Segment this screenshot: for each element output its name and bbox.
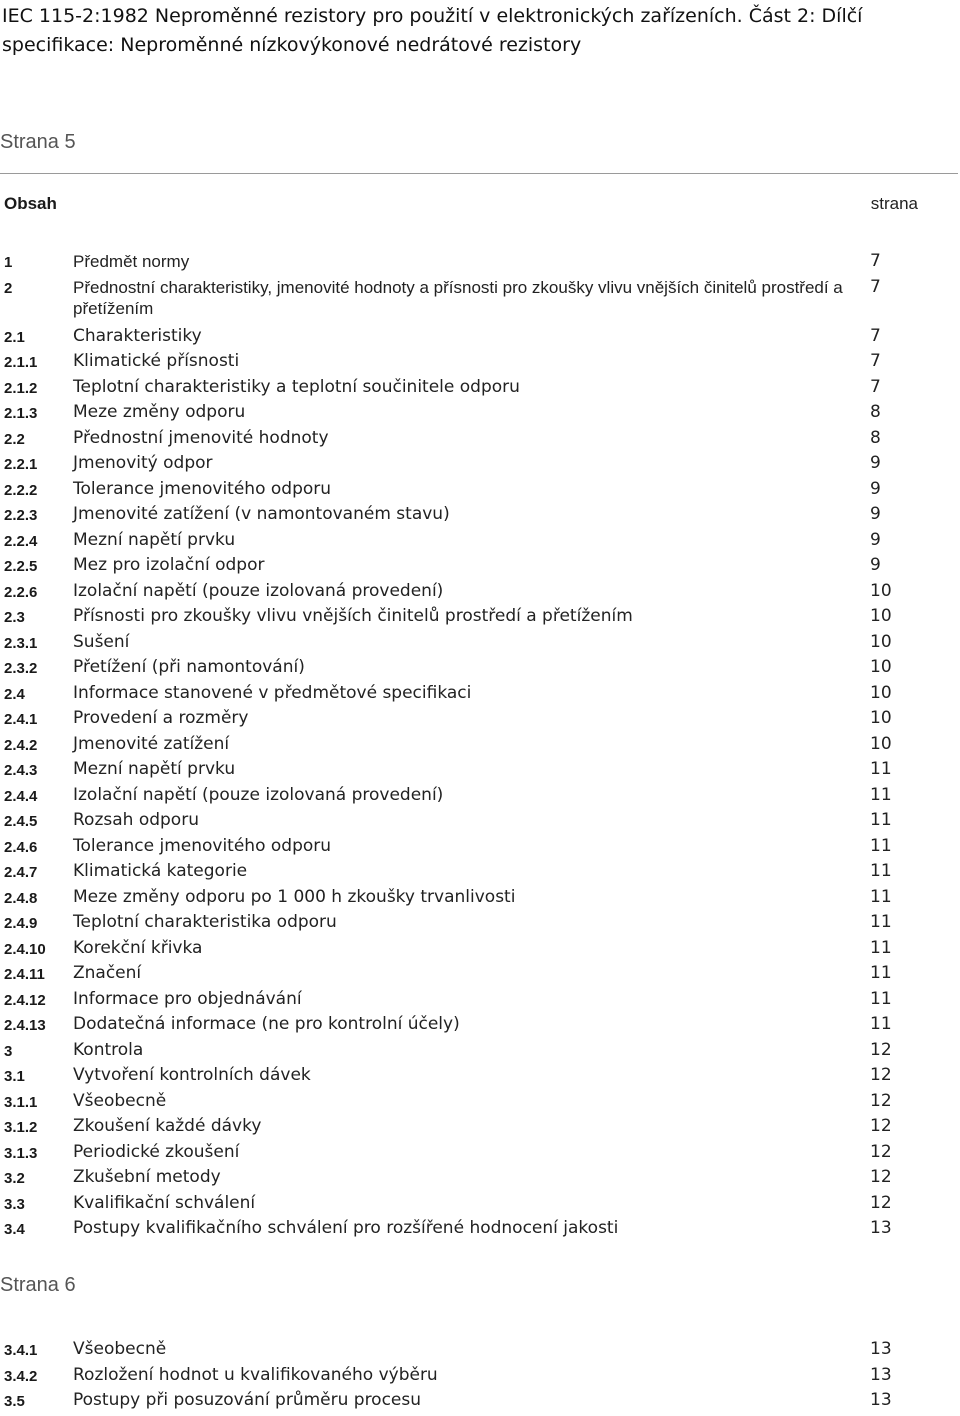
toc-entry[interactable] — [4, 1040, 894, 1066]
toc-entry-title: Značení — [73, 963, 142, 983]
toc-entry-page: 11 — [870, 988, 892, 1009]
toc-entry-page: 9 — [870, 453, 881, 473]
toc-entry-number: 3.1 — [4, 1068, 25, 1085]
toc-entry-number: 3 — [4, 1042, 13, 1060]
toc-entry-page: 7 — [870, 376, 881, 397]
toc-entry-page: 10 — [870, 682, 892, 703]
toc-entry-title: Dodatečná informace (ne pro kontrolní účely) — [73, 1014, 460, 1034]
toc-entry[interactable] — [4, 1339, 894, 1365]
toc-entry[interactable] — [4, 1167, 894, 1193]
toc-entry-title: Klimatická kategorie — [73, 861, 248, 881]
toc-entry-page: 7 — [870, 276, 881, 297]
toc-entry-page: 11 — [870, 784, 892, 805]
toc-entry[interactable] — [4, 810, 894, 836]
toc-entry-page: 12 — [870, 1192, 892, 1213]
toc-entry-page: 13 — [870, 1339, 892, 1359]
toc-entry-title: Sušení — [73, 631, 130, 652]
toc-entry[interactable] — [4, 479, 894, 505]
toc-entry-title: Všeobecně — [73, 1090, 167, 1111]
toc-entry-title: Postupy kvalifikačního schválení pro rozšířené hodnocení jakosti — [73, 1218, 619, 1238]
toc-entry[interactable] — [4, 861, 894, 887]
toc-entry-page: 10 — [870, 657, 892, 677]
toc-entry-number: 2.4.6 — [4, 838, 38, 856]
toc-entry[interactable] — [4, 632, 894, 658]
toc-entry[interactable] — [4, 734, 894, 760]
toc-entry-page: 13 — [870, 1218, 892, 1238]
toc-entry-title: Všeobecně — [73, 1339, 167, 1359]
table-of-contents — [4, 251, 894, 1244]
toc-entry-page: 11 — [870, 759, 892, 779]
toc-entry[interactable] — [4, 504, 894, 530]
toc-entry-number: 2.4.3 — [4, 762, 38, 779]
toc-entry-title: Zkušební metody — [73, 1167, 221, 1187]
contents-heading: Obsah — [4, 194, 57, 213]
toc-entry-number: 2.3 — [4, 609, 25, 626]
toc-entry-number: 3.1.3 — [4, 1144, 38, 1162]
toc-entry-title: Mezní napětí prvku — [73, 759, 236, 779]
toc-entry-title: Teplotní charakteristika odporu — [73, 912, 337, 932]
toc-entry-page: 11 — [870, 861, 892, 881]
toc-entry[interactable] — [4, 428, 894, 454]
toc-entry-number: 3.1.2 — [4, 1119, 38, 1136]
toc-entry-title: Jmenovitý odpor — [73, 453, 213, 473]
toc-entry[interactable] — [4, 683, 894, 709]
toc-entry-page: 9 — [870, 478, 881, 499]
toc-entry-number: 2.4.12 — [4, 991, 46, 1009]
toc-entry-number: 2.4 — [4, 685, 25, 703]
toc-entry-number: 2.2.4 — [4, 532, 38, 550]
toc-entry-page: 12 — [870, 1090, 892, 1111]
toc-entry-title: Jmenovité zatížení — [73, 733, 230, 754]
table-of-contents-continued — [4, 1339, 894, 1416]
toc-entry-page: 13 — [870, 1364, 892, 1385]
toc-entry[interactable] — [4, 989, 894, 1015]
toc-entry[interactable] — [4, 912, 894, 938]
toc-entry[interactable] — [4, 377, 894, 403]
toc-entry-page: 12 — [870, 1141, 892, 1162]
toc-entry-page: 7 — [870, 325, 881, 346]
toc-entry[interactable] — [4, 402, 894, 428]
toc-entry-title: Izolační napětí (pouze izolovaná provedení) — [73, 784, 444, 805]
toc-entry-title: Informace stanovené v předmětové specifikaci — [73, 682, 472, 703]
toc-entry-number: 1 — [4, 254, 13, 271]
toc-entry-number: 3.5 — [4, 1393, 25, 1410]
toc-entry-title: Mezní napětí prvku — [73, 529, 236, 550]
toc-entry[interactable] — [4, 555, 894, 581]
toc-entry[interactable] — [4, 251, 894, 277]
toc-entry-number: 2.4.9 — [4, 915, 38, 932]
toc-entry-title: Charakteristiky — [73, 325, 202, 346]
toc-entry[interactable] — [4, 836, 894, 862]
toc-entry-title: Přetížení (při namontování) — [73, 657, 305, 677]
toc-entry-number: 3.2 — [4, 1170, 25, 1187]
toc-entry-page: 9 — [870, 529, 881, 550]
toc-entry-page: 7 — [870, 351, 881, 371]
toc-entry-title: Tolerance jmenovitého odporu — [73, 835, 332, 856]
toc-entry-page: 9 — [870, 555, 881, 575]
toc-entry-number: 3.1.1 — [4, 1093, 38, 1111]
toc-entry-page: 11 — [870, 937, 892, 958]
toc-entry-number: 2.1.3 — [4, 405, 38, 422]
toc-entry[interactable] — [4, 708, 894, 734]
toc-entry[interactable] — [4, 1365, 894, 1391]
toc-entry[interactable] — [4, 453, 894, 479]
toc-entry-page: 8 — [870, 427, 881, 448]
toc-entry-number: 2.4.13 — [4, 1017, 46, 1034]
toc-entry-number: 2.2 — [4, 430, 25, 448]
toc-entry-page: 11 — [870, 1014, 892, 1034]
toc-entry-page: 8 — [870, 402, 881, 422]
toc-entry-title: Teplotní charakteristiky a teplotní součinitele odporu — [73, 376, 520, 397]
toc-entry[interactable] — [4, 606, 894, 632]
toc-entry-number: 3.4 — [4, 1221, 25, 1238]
toc-entry[interactable] — [4, 351, 894, 377]
toc-entry-number: 2.2.2 — [4, 481, 38, 499]
toc-entry-number: 2.4.8 — [4, 889, 38, 907]
toc-entry-title: Kvalifikační schválení — [73, 1192, 256, 1213]
toc-entry-page: 10 — [870, 580, 892, 601]
toc-entry-title: Korekční křivka — [73, 937, 203, 958]
toc-entry-title: Přednostní charakteristiky, jmenovité hodnoty a přísnosti pro zkoušky vlivu vnějších činitelů prostředí a přetížením — [73, 277, 843, 318]
toc-entry[interactable] — [4, 1218, 894, 1244]
toc-entry-title: Informace pro objednávání — [73, 988, 302, 1009]
toc-entry-number: 2.4.1 — [4, 711, 38, 728]
toc-entry-title: Rozsah odporu — [73, 810, 199, 830]
page-column-heading: strana — [870, 194, 918, 213]
toc-entry-title: Mez pro izolační odpor — [73, 555, 265, 575]
toc-entry-page: 12 — [870, 1039, 892, 1060]
toc-entry-title: Izolační napětí (pouze izolovaná provedení) — [73, 580, 444, 601]
toc-entry-page: 12 — [870, 1167, 892, 1187]
toc-entry-number: 2.3.2 — [4, 660, 38, 677]
toc-entry-number: 3.3 — [4, 1195, 25, 1213]
toc-entry[interactable] — [4, 785, 894, 811]
toc-entry-number: 2.2.6 — [4, 583, 38, 601]
toc-entry[interactable] — [4, 1014, 894, 1040]
toc-entry-title: Klimatické přísnosti — [73, 351, 240, 371]
toc-entry[interactable] — [4, 1142, 894, 1168]
toc-entry-title: Předmět normy — [73, 252, 190, 271]
toc-entry[interactable] — [4, 1116, 894, 1142]
toc-entry-page: 10 — [870, 733, 892, 754]
toc-entry-number: 2.3.1 — [4, 634, 38, 652]
toc-entry[interactable] — [4, 657, 894, 683]
toc-entry-title: Rozložení hodnot u kvalifikovaného výběru — [73, 1364, 438, 1385]
page-label-6: Strana 6 — [0, 1274, 76, 1296]
toc-entry[interactable] — [4, 887, 894, 913]
toc-entry-number: 2.2.3 — [4, 507, 38, 524]
toc-entry-page: 11 — [870, 886, 892, 907]
toc-entry-page: 11 — [870, 963, 892, 983]
toc-entry-number: 3.4.1 — [4, 1342, 38, 1359]
toc-entry[interactable] — [4, 1193, 894, 1219]
toc-entry[interactable] — [4, 1390, 894, 1416]
toc-entry[interactable] — [4, 581, 894, 607]
page-label-5: Strana 5 — [0, 131, 76, 153]
toc-entry-title: Kontrola — [73, 1039, 144, 1060]
toc-entry-page: 10 — [870, 631, 892, 652]
toc-entry-number: 2.1 — [4, 328, 25, 346]
toc-entry-number: 2.4.10 — [4, 940, 46, 958]
toc-entry-page: 12 — [870, 1116, 892, 1136]
toc-entry-number: 2.4.7 — [4, 864, 38, 881]
toc-entry-page: 12 — [870, 1065, 892, 1085]
toc-entry-page: 11 — [870, 810, 892, 830]
toc-entry-title: Jmenovité zatížení (v namontovaném stavu) — [73, 504, 450, 524]
toc-entry[interactable] — [4, 1065, 894, 1091]
toc-entry-number: 2.1.2 — [4, 379, 38, 397]
toc-entry[interactable] — [4, 277, 894, 326]
toc-entry[interactable] — [4, 963, 894, 989]
toc-entry-title: Tolerance jmenovitého odporu — [73, 478, 332, 499]
toc-entry-page: 11 — [870, 835, 892, 856]
toc-entry-page: 10 — [870, 708, 892, 728]
toc-entry-title: Meze změny odporu po 1 000 h zkoušky trvanlivosti — [73, 886, 516, 907]
toc-entry-number: 2.4.4 — [4, 787, 38, 805]
toc-entry[interactable] — [4, 938, 894, 964]
toc-entry-page: 7 — [870, 251, 881, 271]
toc-entry[interactable] — [4, 1091, 894, 1117]
toc-entry[interactable] — [4, 326, 894, 352]
toc-entry-page: 9 — [870, 504, 881, 524]
toc-entry-page: 13 — [870, 1390, 892, 1410]
divider — [0, 173, 958, 174]
toc-entry-title: Vytvoření kontrolních dávek — [73, 1065, 311, 1085]
toc-entry-number: 2.1.1 — [4, 354, 38, 371]
toc-entry[interactable] — [4, 759, 894, 785]
toc-entry-number: 2.4.11 — [4, 966, 45, 983]
toc-entry-title: Přednostní jmenovité hodnoty — [73, 427, 329, 448]
toc-entry-title: Meze změny odporu — [73, 402, 246, 422]
toc-entry-title: Periodické zkoušení — [73, 1141, 240, 1162]
document-title: IEC 115-2:1982 Neproměnné rezistory pro použití v elektronických zařízeních. Část 2: Dílčí specifikace: Neproměnné nízkovýkonové nedrátové rezistory — [2, 5, 863, 56]
toc-entry-number: 3.4.2 — [4, 1367, 38, 1385]
toc-entry-title: Postupy při posuzování průměru procesu — [73, 1390, 422, 1410]
toc-entry-title: Přísnosti pro zkoušky vlivu vnějších činitelů prostředí a přetížením — [73, 606, 633, 626]
toc-entry-title: Provedení a rozměry — [73, 708, 249, 728]
toc-entry-page: 10 — [870, 606, 892, 626]
toc-entry-number: 2.4.5 — [4, 813, 38, 830]
toc-entry-title: Zkoušení každé dávky — [73, 1116, 262, 1136]
toc-entry-number: 2 — [4, 279, 13, 297]
toc-entry-number: 2.2.5 — [4, 558, 38, 575]
toc-entry-page: 11 — [870, 912, 892, 932]
toc-entry-number: 2.4.2 — [4, 736, 38, 754]
toc-entry[interactable] — [4, 530, 894, 556]
toc-entry-number: 2.2.1 — [4, 456, 38, 473]
